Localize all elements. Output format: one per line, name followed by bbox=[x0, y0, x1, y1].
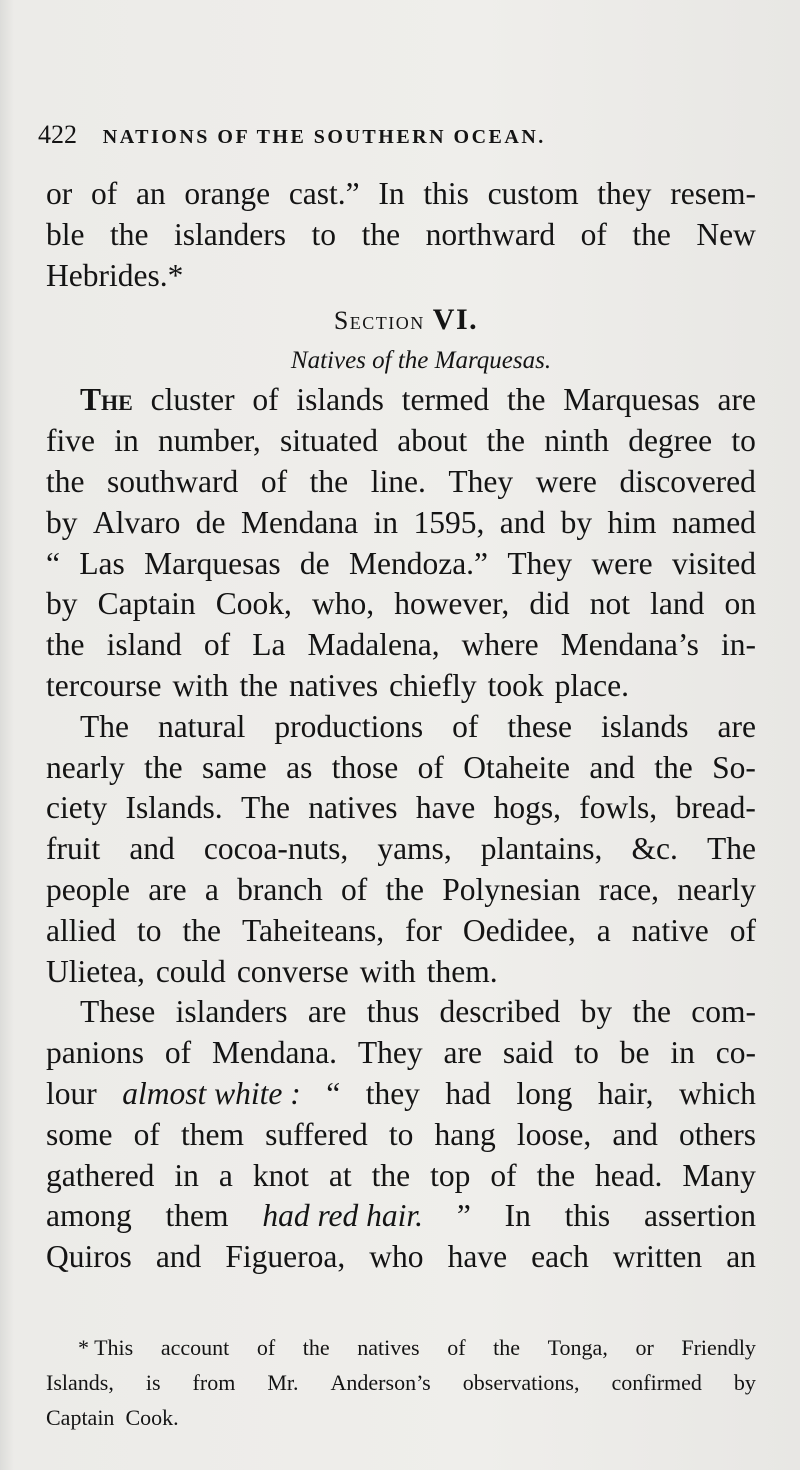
word: “ bbox=[326, 1075, 341, 1111]
word: the bbox=[632, 216, 671, 252]
text-line bbox=[46, 462, 756, 503]
section-number: VI. bbox=[432, 303, 479, 337]
word: this bbox=[423, 176, 469, 211]
text-line bbox=[46, 625, 756, 666]
text-line bbox=[46, 748, 756, 789]
word: line. bbox=[370, 463, 426, 499]
word: the bbox=[361, 216, 401, 252]
word: in- bbox=[721, 627, 756, 663]
word: a bbox=[218, 1157, 233, 1193]
word: thus bbox=[366, 994, 420, 1030]
word: who, bbox=[311, 586, 375, 622]
word: the bbox=[309, 463, 349, 499]
word: “ bbox=[46, 545, 60, 581]
word: Quiros bbox=[46, 1239, 132, 1275]
word: orange bbox=[184, 176, 271, 211]
word: of bbox=[252, 382, 279, 418]
word: observations, bbox=[462, 1370, 580, 1395]
word: is bbox=[145, 1370, 161, 1395]
word: lour bbox=[46, 1075, 97, 1111]
word: the bbox=[385, 871, 425, 907]
word: nearly bbox=[677, 871, 756, 907]
word: confirmed bbox=[611, 1370, 702, 1395]
word: by bbox=[46, 586, 78, 622]
word: some bbox=[46, 1116, 113, 1152]
word: gathered bbox=[46, 1157, 155, 1193]
word: in bbox=[373, 504, 399, 540]
word: took bbox=[487, 667, 544, 703]
running-title: NATIONS OF THE SOUTHERN OCEAN. bbox=[102, 126, 546, 148]
word: the bbox=[506, 382, 546, 418]
word: are bbox=[717, 708, 756, 744]
text-line bbox=[46, 380, 756, 421]
word: of bbox=[260, 463, 288, 499]
word: to bbox=[574, 1035, 599, 1071]
word: Marquesas bbox=[563, 382, 700, 418]
word: with bbox=[172, 667, 229, 703]
word: land bbox=[650, 586, 705, 622]
word: island bbox=[106, 627, 182, 663]
word: assertion bbox=[643, 1198, 756, 1234]
word: fruit bbox=[46, 831, 101, 867]
word: Marquesas bbox=[144, 545, 281, 581]
word: where bbox=[461, 627, 539, 663]
word: Friendly bbox=[681, 1335, 756, 1360]
word: ninth bbox=[544, 423, 609, 459]
word: Otaheite bbox=[463, 749, 570, 785]
word: northward bbox=[425, 216, 556, 252]
text-line bbox=[46, 707, 756, 748]
word: hogs, bbox=[493, 790, 561, 826]
word: natives bbox=[308, 790, 398, 826]
word: Mendana bbox=[240, 504, 359, 540]
drop-cap-word: The bbox=[80, 382, 133, 418]
word: La bbox=[252, 627, 286, 663]
word: knot bbox=[252, 1157, 309, 1193]
word: Mendana’s bbox=[560, 627, 699, 663]
word: situated bbox=[280, 423, 379, 459]
word: did bbox=[529, 586, 570, 622]
word: * This bbox=[78, 1335, 134, 1360]
italic-phrase: had red hair. bbox=[262, 1198, 424, 1234]
word: of bbox=[452, 708, 479, 744]
word: long bbox=[516, 1075, 573, 1111]
word: They bbox=[357, 1035, 423, 1071]
word: described bbox=[439, 994, 561, 1030]
word: and bbox=[499, 504, 546, 540]
word: were bbox=[535, 463, 597, 499]
word: The bbox=[706, 831, 756, 867]
text-line bbox=[46, 1400, 756, 1435]
word: bread- bbox=[675, 790, 756, 826]
word: loose, bbox=[516, 1116, 592, 1152]
word: them bbox=[165, 1198, 229, 1234]
word: New bbox=[696, 216, 756, 252]
word: have bbox=[447, 1239, 508, 1275]
text-line bbox=[46, 256, 756, 297]
word: the bbox=[46, 463, 85, 499]
word: of bbox=[341, 871, 368, 907]
word: said bbox=[502, 1035, 554, 1071]
word: Polynesian bbox=[442, 871, 581, 907]
word: The bbox=[240, 790, 290, 826]
word: Captain bbox=[97, 586, 196, 622]
word: tercourse bbox=[46, 667, 162, 703]
word: race, bbox=[598, 871, 660, 907]
word: natives bbox=[288, 667, 379, 703]
word: the bbox=[144, 749, 183, 785]
word: fowls, bbox=[579, 790, 658, 826]
word: These bbox=[80, 994, 156, 1030]
word: ciety bbox=[46, 790, 108, 826]
word: panions bbox=[46, 1035, 144, 1071]
text-line bbox=[46, 829, 756, 870]
word: hair, bbox=[597, 1075, 654, 1111]
word: They bbox=[448, 463, 514, 499]
paragraph-3 bbox=[46, 992, 756, 1278]
word: to bbox=[136, 912, 162, 948]
word: and bbox=[589, 749, 635, 785]
word: were bbox=[591, 545, 653, 581]
word: ” bbox=[456, 1198, 471, 1234]
word: Figueroa, bbox=[225, 1239, 346, 1275]
word: the bbox=[302, 1335, 330, 1360]
word: be bbox=[619, 1035, 650, 1071]
word: hang bbox=[434, 1116, 496, 1152]
word: top bbox=[430, 1157, 471, 1193]
word: in bbox=[174, 1157, 199, 1193]
text-line bbox=[46, 1074, 756, 1115]
word: The bbox=[80, 708, 129, 744]
word: they bbox=[365, 1075, 420, 1111]
word: to bbox=[311, 216, 337, 252]
word: Captain bbox=[46, 1405, 115, 1430]
word: Cook, bbox=[215, 586, 292, 622]
word: and bbox=[612, 1116, 658, 1152]
word: by bbox=[560, 504, 593, 540]
word: Taheiteans, bbox=[242, 912, 385, 948]
word: the bbox=[536, 1157, 576, 1193]
word: the bbox=[46, 627, 85, 663]
word: place. bbox=[554, 667, 629, 703]
word: of bbox=[490, 1157, 517, 1193]
word: natural bbox=[157, 708, 246, 744]
page-body bbox=[46, 174, 756, 1278]
word: number, bbox=[157, 423, 261, 459]
word: with bbox=[359, 953, 416, 989]
word: of bbox=[203, 627, 231, 663]
section-heading bbox=[46, 298, 756, 342]
word: who bbox=[369, 1239, 424, 1275]
word: account bbox=[160, 1335, 230, 1360]
word: Mr. bbox=[267, 1370, 299, 1395]
word: southward bbox=[107, 463, 239, 499]
text-line bbox=[46, 1115, 756, 1156]
word: native bbox=[631, 912, 709, 948]
word: Islands. bbox=[125, 790, 223, 826]
word: Alvaro bbox=[92, 504, 181, 540]
word: Islands, bbox=[46, 1370, 114, 1395]
word: productions bbox=[274, 708, 424, 744]
text-line bbox=[46, 911, 756, 952]
word: Mendoza.” bbox=[348, 545, 489, 581]
word: have bbox=[415, 790, 476, 826]
word: of bbox=[729, 912, 756, 948]
word: they bbox=[597, 176, 652, 211]
word: from bbox=[192, 1370, 236, 1395]
word: five bbox=[46, 423, 95, 459]
word: by bbox=[580, 994, 613, 1030]
word: the bbox=[632, 994, 671, 1030]
text-line bbox=[46, 870, 756, 911]
word: nearly bbox=[46, 749, 125, 785]
text-line bbox=[46, 1156, 756, 1197]
word: by bbox=[733, 1370, 756, 1395]
word: named bbox=[671, 504, 756, 540]
word: allied bbox=[46, 912, 116, 948]
word: people bbox=[46, 871, 130, 907]
word: cocoa-nuts, bbox=[203, 831, 349, 867]
word: them. bbox=[426, 953, 498, 989]
word: of bbox=[417, 749, 444, 785]
paragraph-2 bbox=[46, 707, 756, 993]
word: these bbox=[507, 708, 573, 744]
word: Las bbox=[79, 545, 125, 581]
word: Madalena, bbox=[307, 627, 440, 663]
word: are bbox=[443, 1035, 482, 1071]
word: those bbox=[331, 749, 399, 785]
word: Ulietea, bbox=[46, 953, 145, 989]
word: cast.” bbox=[288, 176, 360, 211]
word: discovered bbox=[619, 463, 756, 499]
word: Tonga, bbox=[547, 1335, 608, 1360]
text-line bbox=[46, 666, 756, 707]
word: however, bbox=[394, 586, 510, 622]
word: the bbox=[493, 1335, 521, 1360]
word: chiefly bbox=[389, 667, 477, 703]
word: 1595, bbox=[413, 504, 485, 540]
word: the bbox=[110, 216, 149, 252]
text-line bbox=[46, 1033, 756, 1074]
word: the bbox=[486, 423, 525, 459]
word: termed bbox=[401, 382, 490, 418]
word: are bbox=[148, 871, 187, 907]
word: head. bbox=[595, 1157, 663, 1193]
word: natives bbox=[357, 1335, 420, 1360]
word: on bbox=[724, 586, 756, 622]
word: of bbox=[133, 1116, 160, 1152]
word: this bbox=[564, 1198, 611, 1234]
word: Cook. bbox=[125, 1405, 179, 1430]
running-header bbox=[38, 120, 754, 150]
text-line bbox=[46, 1330, 756, 1365]
italic-phrase: almost white : bbox=[122, 1075, 301, 1111]
word: islanders bbox=[175, 994, 288, 1030]
word: which bbox=[678, 1075, 756, 1111]
word: are bbox=[307, 994, 347, 1030]
word: at bbox=[328, 1157, 352, 1193]
word: yams, bbox=[377, 831, 452, 867]
text-line bbox=[46, 215, 756, 256]
word: islands bbox=[601, 708, 689, 744]
text-line bbox=[46, 1365, 756, 1400]
word: an bbox=[135, 176, 166, 211]
word: of bbox=[256, 1335, 276, 1360]
word: or bbox=[46, 176, 73, 211]
word: each bbox=[531, 1239, 589, 1275]
word: plantains, bbox=[480, 831, 603, 867]
text-line bbox=[46, 174, 756, 215]
word: Oedidee, bbox=[462, 912, 576, 948]
word: of bbox=[90, 176, 118, 211]
word: custom bbox=[487, 176, 579, 211]
text-line bbox=[46, 952, 756, 993]
word: Anderson’s bbox=[330, 1370, 431, 1395]
word: &c. bbox=[631, 831, 678, 867]
text-line bbox=[46, 992, 756, 1033]
word: to bbox=[731, 423, 756, 459]
word: of bbox=[164, 1035, 192, 1071]
word: among bbox=[46, 1198, 132, 1234]
text-line bbox=[46, 544, 756, 585]
word: converse bbox=[236, 953, 349, 989]
word: the bbox=[371, 1157, 411, 1193]
word: for bbox=[405, 912, 442, 948]
word: cluster bbox=[150, 382, 235, 418]
text-line bbox=[46, 1237, 756, 1278]
word: degree bbox=[628, 423, 713, 459]
word: islands bbox=[296, 382, 384, 418]
word: of bbox=[580, 216, 607, 252]
word: com- bbox=[691, 994, 756, 1030]
text-line bbox=[46, 421, 756, 462]
word: the bbox=[654, 749, 693, 785]
page-number: 422 bbox=[38, 120, 77, 149]
word: They bbox=[507, 545, 573, 581]
word: to bbox=[388, 1116, 414, 1152]
word: or bbox=[635, 1335, 654, 1360]
word: de bbox=[299, 545, 330, 581]
word: the bbox=[182, 912, 221, 948]
word: about bbox=[397, 423, 468, 459]
word: in bbox=[114, 423, 139, 459]
word: So- bbox=[712, 749, 756, 785]
text-line bbox=[46, 1196, 756, 1237]
word: Many bbox=[682, 1157, 756, 1193]
word: not bbox=[589, 586, 631, 622]
word: and bbox=[129, 831, 175, 867]
paragraph-1 bbox=[46, 380, 756, 706]
text-line bbox=[46, 788, 756, 829]
text-line bbox=[46, 584, 756, 625]
word: the bbox=[239, 667, 278, 703]
word: by bbox=[46, 504, 78, 540]
word: in bbox=[670, 1035, 695, 1071]
word: could bbox=[155, 953, 226, 989]
word: and bbox=[155, 1239, 202, 1275]
word: co- bbox=[715, 1035, 756, 1071]
word: In bbox=[504, 1198, 531, 1234]
word: visited bbox=[671, 545, 756, 581]
word: islanders bbox=[174, 216, 287, 252]
word: resem- bbox=[670, 176, 756, 211]
word: written bbox=[612, 1239, 703, 1275]
footnote bbox=[46, 1330, 756, 1435]
word: had bbox=[445, 1075, 491, 1111]
word: same bbox=[201, 749, 267, 785]
continuation-text bbox=[46, 174, 756, 296]
word: ble bbox=[46, 216, 85, 252]
word: branch bbox=[237, 871, 323, 907]
word: Mendana. bbox=[211, 1035, 338, 1071]
word: an bbox=[726, 1239, 756, 1275]
section-word: Section bbox=[333, 306, 425, 336]
word: him bbox=[607, 504, 657, 540]
word: a bbox=[596, 912, 611, 948]
word: In bbox=[378, 176, 405, 211]
word: as bbox=[286, 749, 313, 785]
text-line bbox=[46, 503, 756, 544]
word: Hebrides.* bbox=[46, 257, 184, 293]
word: of bbox=[447, 1335, 466, 1360]
word: suffered bbox=[265, 1116, 368, 1152]
word: de bbox=[195, 504, 226, 540]
word: others bbox=[678, 1116, 756, 1152]
section-subtitle: Natives of the Marquesas. bbox=[290, 347, 552, 375]
word: are bbox=[717, 382, 756, 418]
word: a bbox=[204, 871, 219, 907]
word: them bbox=[181, 1116, 244, 1152]
